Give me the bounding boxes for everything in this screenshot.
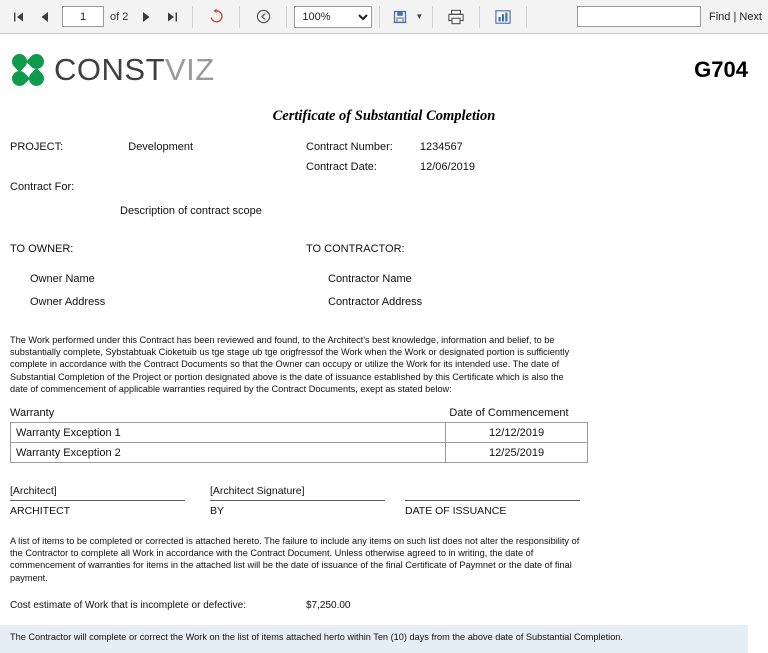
to-owner-cell	[10, 243, 306, 255]
architect-placeholder: [Architect]	[10, 485, 57, 498]
report-document-page	[0, 34, 768, 642]
contract-date-value: 12/06/2019	[419, 161, 476, 173]
logo-text-secondary: VIZ	[165, 52, 215, 87]
export-data-icon	[494, 9, 512, 25]
save-icon	[393, 10, 407, 24]
cost-estimate-row	[10, 600, 758, 611]
contract-date-row	[10, 161, 758, 173]
date-column-header: Date of Commencement	[449, 407, 569, 420]
warranty-column-header: Warranty	[10, 407, 55, 420]
owner-address-value: Owner Address	[30, 296, 106, 308]
contractor-name-value: Contractor Name	[328, 273, 412, 285]
warranty-table-header	[10, 407, 588, 419]
warranty-table	[10, 422, 588, 463]
parties-header-row	[10, 243, 758, 255]
back-button[interactable]	[247, 4, 279, 30]
closing-paragraph: The Contractor will complete or correct the Work on the list of items attached herto within Ten (10) days from the above date of Substantial Completion.	[0, 625, 748, 653]
body-paragraph: The Work performed under this Contract has been reviewed and found, to the Architect's best knowledge, information and belief, to be substantially complete, Sybstabtuak Cioketuib us tge stage ub tge origfressof the Work when the Work or designated portion is sufficiently complete in accordance with the Contract Documents so that the Owner can occupy or utilize the Work for its intended use. The date of Substantial Completion of the Project or portion designated above is the date of issuance established by this Certificate which is also the date of commencement of applicable warranties required by the Contract Documents, exept as stated below:	[10, 335, 570, 394]
project-value: Development	[128, 141, 194, 153]
find-links	[709, 11, 762, 23]
contract-for-row	[10, 181, 758, 193]
date-placeholder	[405, 485, 588, 497]
contractor-address-cell	[306, 296, 606, 308]
signature-architect	[10, 485, 210, 517]
page-number-input[interactable]	[62, 6, 104, 27]
architect-caption: ARCHITECT	[10, 505, 71, 518]
contract-number-cell	[306, 141, 606, 153]
to-owner-label: TO OWNER:	[10, 243, 74, 255]
previous-page-button[interactable]	[32, 4, 58, 30]
company-logo-text	[54, 52, 215, 88]
party-address-row	[10, 296, 758, 308]
owner-name-cell	[10, 273, 306, 285]
contract-date-cell	[306, 161, 606, 173]
print-button[interactable]	[440, 4, 472, 30]
first-page-icon	[12, 10, 26, 24]
toolbar-separator-1	[192, 6, 193, 28]
toolbar-separator-4	[379, 6, 380, 28]
contract-for-label: Contract For:	[10, 181, 75, 193]
zoom-select[interactable]	[294, 6, 372, 28]
owner-address-cell	[10, 296, 306, 308]
to-contractor-cell	[306, 243, 606, 255]
to-contractor-label: TO CONTRACTOR:	[306, 243, 405, 255]
signature-by	[210, 485, 405, 517]
clover-logo-icon	[10, 52, 46, 88]
architect-signature-line	[10, 500, 185, 501]
cost-estimate-label: Cost estimate of Work that is incomplete or defective:	[10, 599, 247, 611]
find-button[interactable]: Find	[708, 10, 731, 23]
report-viewer-toolbar	[0, 0, 768, 34]
warranty-name-cell: Warranty Exception 1	[11, 423, 446, 443]
save-button[interactable]	[387, 4, 425, 30]
save-icon-wrap[interactable]	[387, 4, 413, 30]
table-row	[11, 443, 588, 463]
page-count-label: of 2	[110, 10, 129, 23]
architect-signature-placeholder: [Architect Signature]	[210, 485, 305, 498]
contractor-address-value: Contractor Address	[328, 296, 423, 308]
contract-for-cell	[10, 181, 306, 193]
print-icon	[447, 9, 465, 25]
warranty-name-cell: Warranty Exception 2	[11, 443, 446, 463]
spacer-cell-1	[10, 161, 306, 173]
find-separator: |	[733, 10, 737, 23]
refresh-button[interactable]	[200, 4, 232, 30]
signature-date	[405, 485, 588, 517]
next-page-button[interactable]	[133, 4, 159, 30]
date-signature-line	[405, 500, 580, 501]
signature-block	[10, 485, 588, 517]
project-label: PROJECT:	[10, 141, 64, 153]
contract-number-value: 1234567	[419, 141, 463, 153]
date-caption: DATE OF ISSUANCE	[405, 505, 507, 518]
find-area	[577, 6, 762, 27]
toolbar-separator-7	[526, 6, 527, 28]
toolbar-separator-2	[239, 6, 240, 28]
cost-estimate-value: $7,250.00	[306, 599, 351, 611]
first-page-button[interactable]	[6, 4, 32, 30]
document-header	[10, 34, 758, 94]
toolbar-separator-5	[432, 6, 433, 28]
find-next-button[interactable]: Next	[739, 10, 762, 23]
logo-text-primary: CONST	[54, 52, 165, 87]
by-caption: BY	[210, 505, 225, 518]
project-row	[10, 141, 758, 153]
owner-name-value: Owner Name	[30, 273, 95, 285]
contract-for-value-row	[10, 205, 758, 217]
table-row	[11, 423, 588, 443]
items-paragraph: A list of items to be completed or corrected is attached hereto. The failure to include any items on such list does not alter the responsibility of the Contractor to complete all Work in accordance with the Contract Document. Unless otherwise agreed to in writing, the date of commencement of warranties for items in the attached list will be the date of issuance of the final Certificate of Paymnet or the date of final payment.	[10, 536, 580, 583]
back-icon	[255, 8, 272, 25]
last-page-icon	[165, 10, 179, 24]
project-cell	[10, 141, 306, 153]
warranty-date-cell: 12/12/2019	[446, 423, 588, 443]
warranty-date-cell: 12/25/2019	[446, 443, 588, 463]
contractor-name-cell	[306, 273, 606, 285]
refresh-icon	[208, 8, 225, 25]
contract-date-label: Contract Date:	[306, 161, 377, 173]
last-page-button[interactable]	[159, 4, 185, 30]
party-name-row	[10, 273, 758, 285]
toolbar-separator-6	[479, 6, 480, 28]
chevron-down-icon[interactable]: ▼	[415, 12, 424, 21]
search-input[interactable]	[577, 6, 701, 27]
contract-number-label: Contract Number:	[306, 141, 393, 153]
field-grid	[10, 141, 758, 308]
by-signature-line	[210, 500, 385, 501]
next-page-icon	[139, 10, 153, 24]
form-code-label: G704	[694, 57, 748, 82]
export-data-button[interactable]	[487, 4, 519, 30]
toolbar-separator-3	[286, 6, 287, 28]
previous-page-icon	[38, 10, 52, 24]
page-title: Certificate of Substantial Completion	[272, 108, 496, 124]
contract-for-value: Description of contract scope	[120, 205, 262, 217]
